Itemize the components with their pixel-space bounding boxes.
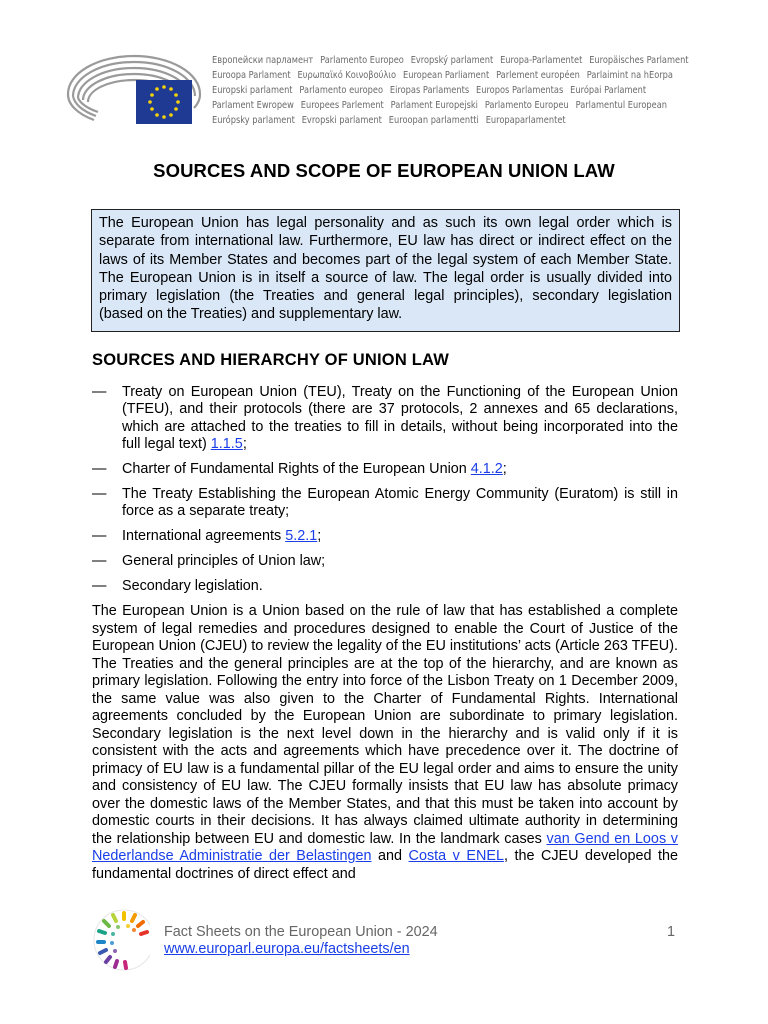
fact-sheets-logo [90,904,150,978]
dash-bullet: — [92,553,107,570]
names-row: Euroopa Parlament Ευρωπαϊκό Κοινοβούλιο European Parliament Parlement européen Parlaimint na hEorpa [212,70,673,82]
dash-bullet: — [92,578,107,595]
case-link-van-gend-en-loos[interactable]: van Gend en Loos v Nederlandse Administratie der Belastingen [92,830,678,864]
dash-bullet: — [92,486,107,503]
body-paragraph: The European Union is a Union based on the rule of law that has established a complete system of legal remedies and procedures designed to enable the Court of Justice of the European Union (CJEU) to review the legality of the EU institutions’ acts (Article 263 TFEU). The Treaties and the general principles are at the top of the hierarchy, and are known as primary legislation. Following the entry into force of the Lisbon Treaty on 1 December 2009, the same value was also given to the Charter of Fundamental Rights. International agreements concluded by the European Union are subordinate to primary legislation. Secondary legislation is the next level down in the hierarchy and is valid only if it is consistent with the acts and agreements which have precedence over it. The doctrine of primacy of EU law is a fundamental pillar of the EU legal order and aims to ensure the unity and consistency of EU law. The CJEU formally insists that EU law has absolute primacy over the domestic laws of the Member States, and that this must be taken into account by domestic courts in their decisions. It has always claimed ultimate authority in determining the relationship between EU and domestic law. In the landmark cases van Gend en Loos v Nederlandse Administratie der Belastingen and Costa v ENEL, the CJEU developed the fundamental doctrines of direct effect and [92,603,678,882]
dash-bullet: — [92,461,107,478]
list-item: — Secondary legislation. [92,578,263,595]
page-number: 1 [667,924,676,940]
names-row: Parlament Ewropew Europees Parlement Parlament Europejski Parlamento Europeu Parlamentul European [212,100,668,112]
section-heading: SOURCES AND HIERARCHY OF UNION LAW [92,351,449,369]
link-5-2-1[interactable]: 5.2.1 [285,528,318,545]
parliament-names [212,53,689,128]
list-item: — Charter of Fundamental Rights of the European Union 4.1.2; [92,461,507,478]
list-item: — The Treaty Establishing the European Atomic Energy Community (Euratom) is still in force as a separate treaty; [92,486,678,520]
footer-url-link[interactable]: www.europarl.europa.eu/factsheets/en [164,941,410,957]
summary-box: The European Union has legal personality and as such its own legal order which is separate from international law. Furthermore, EU law has direct or indirect effect on the laws of its Member States and becomes part of the legal system of each Member State. The European Union is in itself a source of law. The legal order is usually divided into primary legislation (the Treaties and general legal principles), secondary legislation (based on the Treaties) and supplementary law. [91,209,680,332]
list-item: — Treaty on European Union (TEU), Treaty on the Functioning of the European Union (TFEU), and their protocols (there are 37 protocols, 2 annexes and 65 declarations, which are attached to the treaties to fill in details, without being incorporated into the full legal text) 1.1.5; [92,384,678,453]
sources-list [92,384,678,603]
dash-bullet: — [92,384,107,400]
names-row: Европейски парламент Parlamento Europeo Evropský parlament Europa-Parlamentet Europäisches Parlament [212,55,689,66]
link-1-1-5[interactable]: 1.1.5 [210,436,243,453]
list-item: — International agreements 5.2.1; [92,528,322,545]
link-4-1-2[interactable]: 4.1.2 [470,461,503,478]
list-item: — General principles of Union law; [92,553,326,570]
header [64,50,714,130]
page-title: SOURCES AND SCOPE OF EUROPEAN UNION LAW [153,160,615,181]
footer-title: Fact Sheets on the European Union - 2024 [164,924,438,940]
european-parliament-logo [64,50,204,130]
dash-bullet: — [92,528,107,545]
names-row: Europski parlament Parlamento europeo Eiropas Parlaments Europos Parlamentas Európai Parlament [212,85,647,97]
names-row: Európsky parlament Evropski parlament Euroopan parlamentti Europaparlamentet [212,115,566,127]
case-link-costa-v-enel[interactable]: Costa v ENEL [408,848,504,864]
